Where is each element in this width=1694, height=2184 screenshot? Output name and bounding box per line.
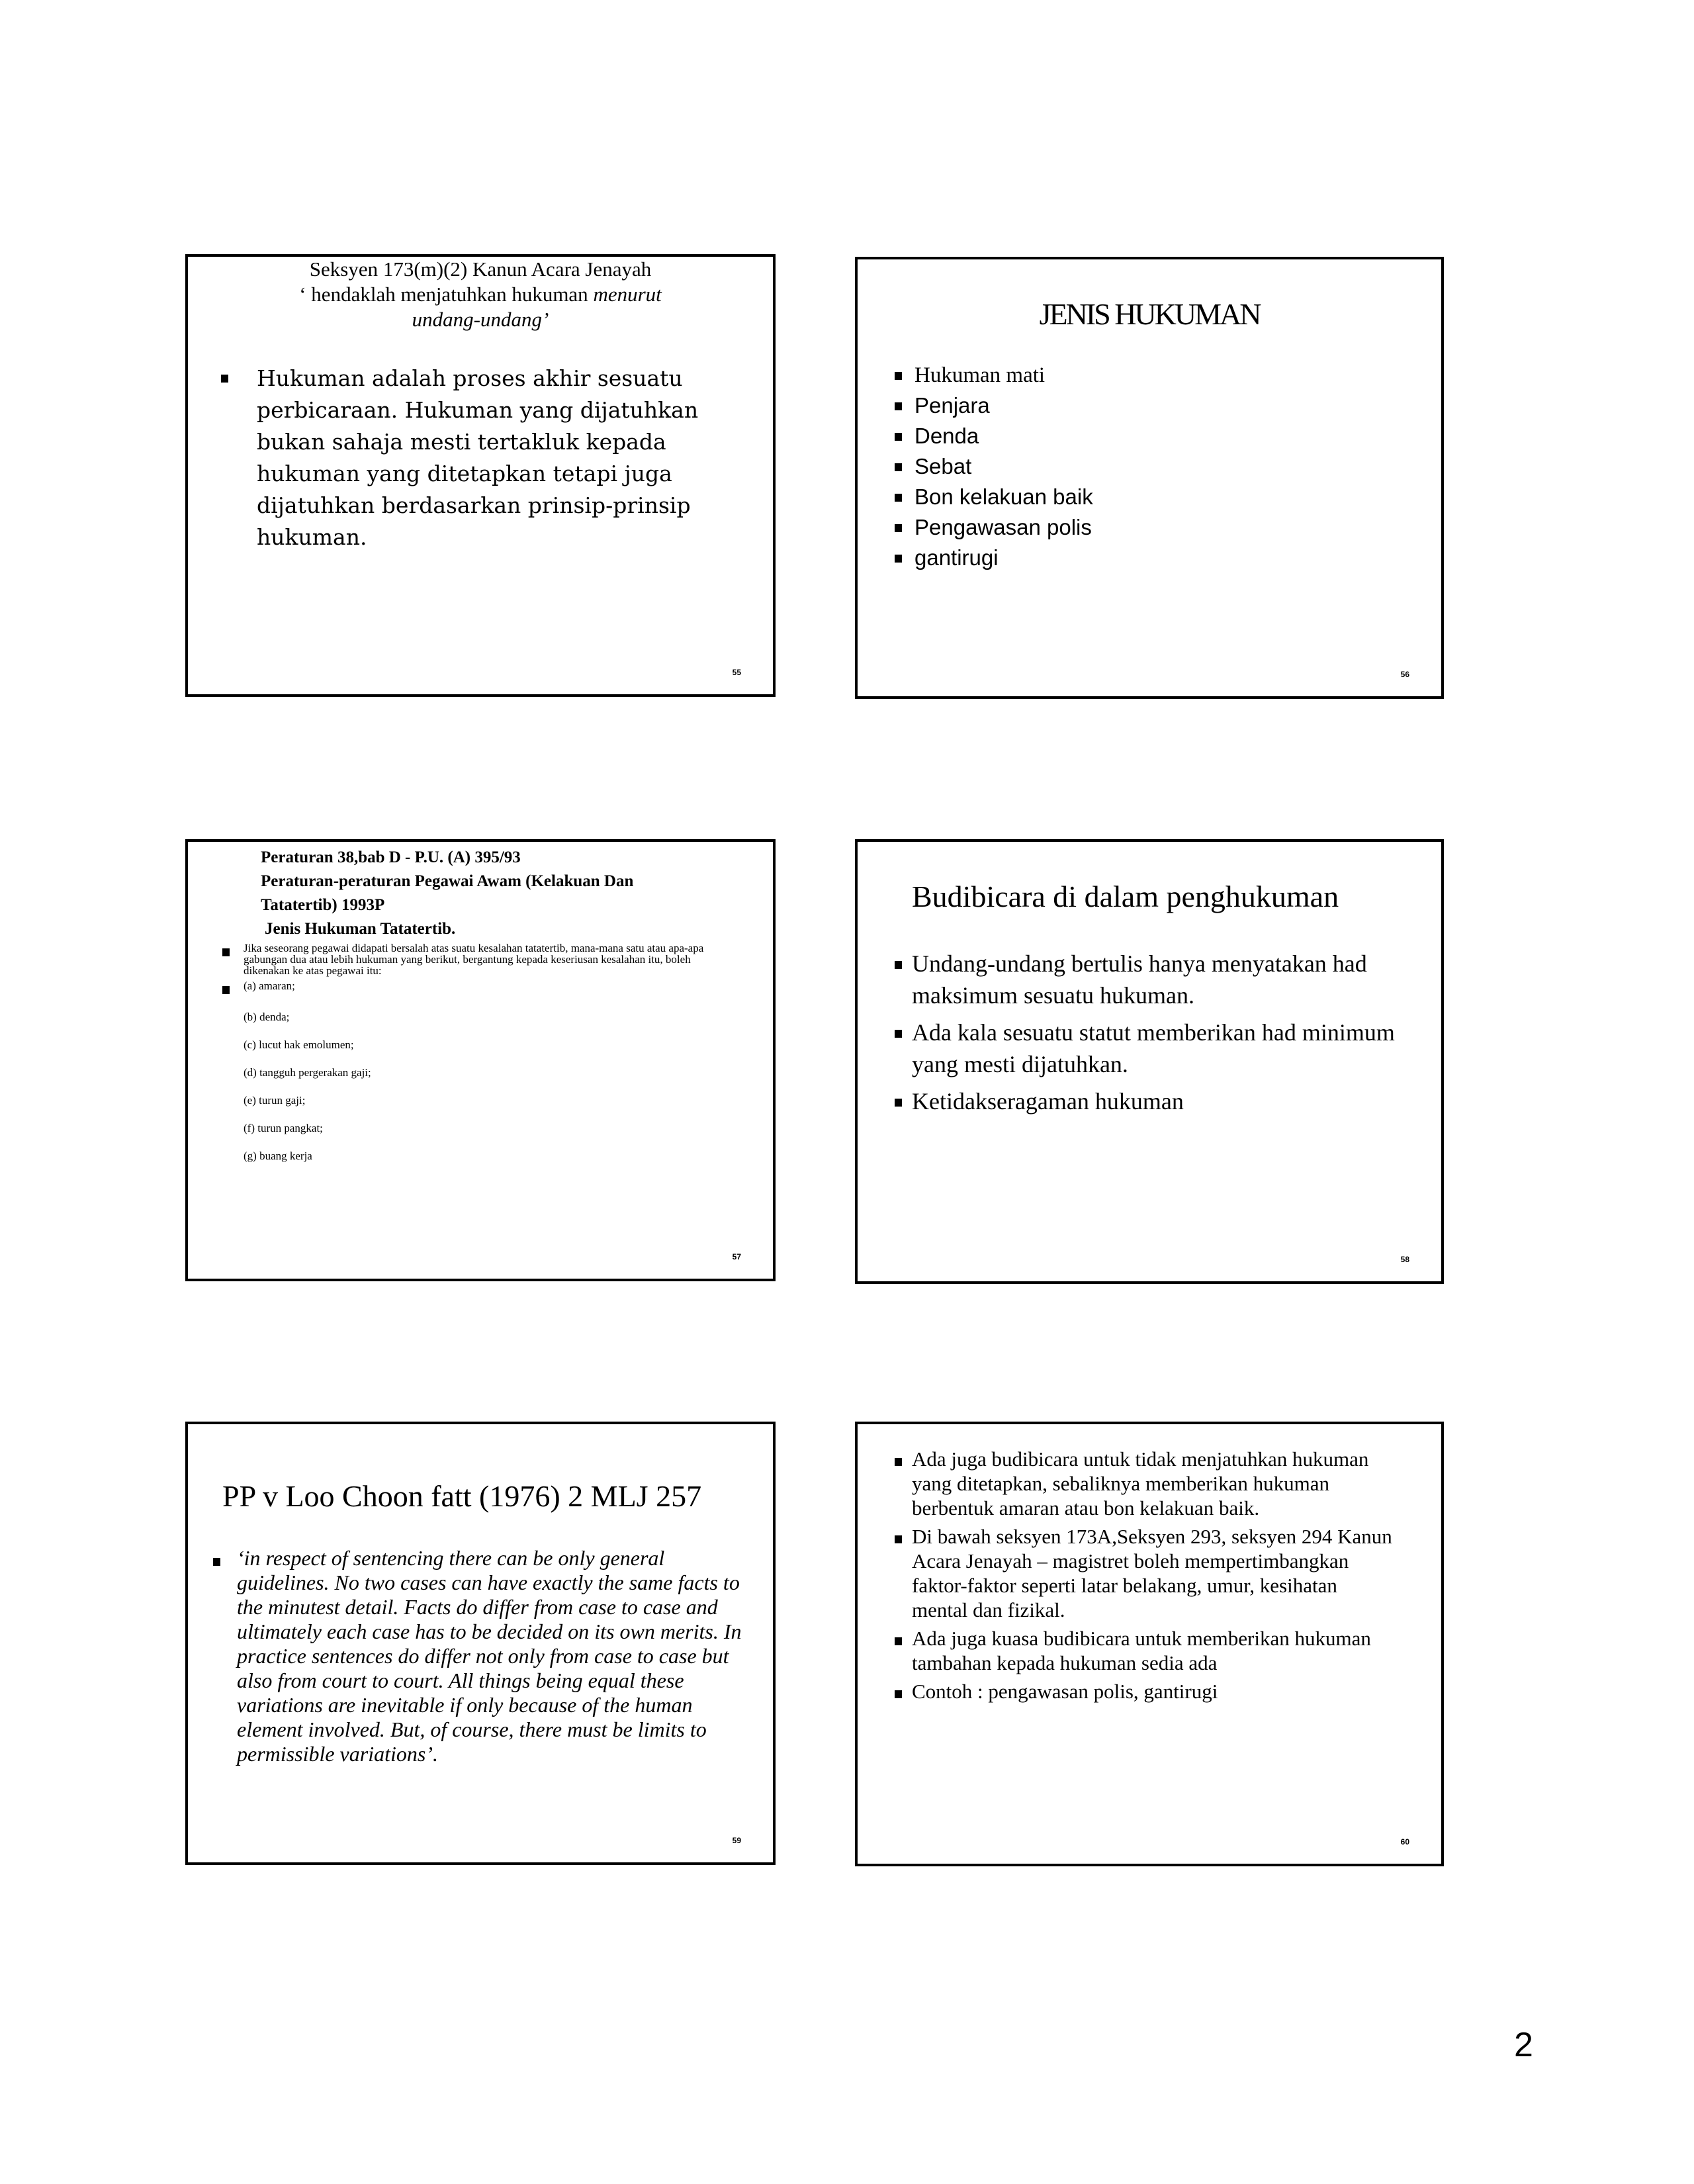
title-text: ‘ hendaklah menjatuhkan hukuman — [299, 283, 594, 306]
punishment-list — [895, 360, 1093, 573]
case-quote: ‘in respect of sentencing there can be only general guidelines. No two cases can have exactly the same facts to the minutest detail. Facts do differ from case to case and ultimately each case has to be decided on its own merits. In practice sentences do differ not only from case to case but also from court to court. All things being equal these variations are inevitable if only because of the human element involved. But, of course, there must be limits to permissible variations’. — [213, 1546, 742, 1766]
list-item: (e) turun gaji; — [244, 1094, 306, 1107]
slide-title: PP v Loo Choon fatt (1976) 2 MLJ 257 — [222, 1479, 702, 1513]
bullet-item: (a) amaran; — [222, 980, 738, 991]
title-line: Seksyen 173(m)(2) Kanun Acara Jenayah — [309, 257, 652, 281]
slide-57 — [185, 839, 776, 1281]
list-item: Denda — [895, 421, 1093, 451]
bullet-item: Ada juga budibicara untuk tidak menjatuhkan hukuman yang ditetapkan, sebaliknya memberikan hukuman berbentuk amaran atau bon kelakuan baik. — [895, 1447, 1398, 1520]
slide-number: 60 — [1400, 1837, 1409, 1846]
list-item: (f) turun pangkat; — [244, 1122, 323, 1134]
slide-59 — [185, 1422, 776, 1865]
heading-line: Jenis Hukuman Tatatertib. — [265, 920, 456, 938]
heading-line: Peraturan 38,bab D - P.U. (A) 395/93 — [261, 848, 521, 866]
bullet-item: Ada juga kuasa budibicara untuk memberikan hukuman tambahan kepada hukuman sedia ada — [895, 1626, 1398, 1675]
slide-title: Budibicara di dalam penghukuman — [912, 880, 1339, 913]
list-item: Pengawasan polis — [895, 512, 1093, 543]
slide-number: 56 — [1400, 670, 1409, 679]
heading-line: Tatatertib) 1993P — [261, 896, 385, 914]
slide-number: 59 — [732, 1836, 741, 1845]
list-item: (g) buang kerja — [244, 1150, 312, 1162]
title-italic: undang-undang’ — [412, 308, 549, 331]
list-item: (c) lucut hak emolumen; — [244, 1038, 354, 1051]
slide-title — [188, 257, 773, 332]
bullet-item: Contoh : pengawasan polis, gantirugi — [895, 1679, 1398, 1704]
bullet-list — [895, 948, 1417, 1117]
title-line — [188, 307, 773, 332]
list-item: (b) denda; — [244, 1011, 290, 1023]
bullet-list — [222, 942, 738, 991]
bullet-list — [895, 1447, 1398, 1704]
list-item: Penjara — [895, 390, 1093, 421]
bullet-list — [213, 1546, 742, 1766]
list-item: Hukuman mati — [895, 360, 1093, 390]
slide-55 — [185, 254, 776, 697]
list-item: Bon kelakuan baik — [895, 482, 1093, 512]
punishment-list — [244, 1003, 371, 1170]
slide-title: JENIS HUKUMAN — [1039, 297, 1260, 331]
slide-56 — [855, 257, 1444, 699]
list-item: (d) tangguh pergerakan gaji; — [244, 1066, 371, 1079]
bullet-item: Undang-undang bertulis hanya menyatakan had maksimum sesuatu hukuman. — [895, 948, 1417, 1011]
slide-60 — [855, 1422, 1444, 1866]
title-line — [188, 282, 773, 307]
bullet-item: Ada kala sesuatu statut memberikan had minimum yang mesti dijatuhkan. — [895, 1017, 1417, 1080]
bullet-item: Ketidakseragaman hukuman — [895, 1085, 1417, 1117]
bullet-item: Di bawah seksyen 173A,Seksyen 293, seksyen 294 Kanun Acara Jenayah – magistret boleh mempertimbangkan faktor-faktor seperti latar belakang, umur, kesihatan mental dan fizikal. — [895, 1524, 1398, 1622]
page-number: 2 — [1514, 2026, 1533, 2064]
slide-heading — [261, 846, 633, 941]
slide-58 — [855, 839, 1444, 1284]
bullet-item: Hukuman adalah proses akhir sesuatu perbicaraan. Hukuman yang dijatuhkan bukan sahaja mesti tertakluk kepada hukuman yang ditetapkan tetapi juga dijatuhkan berdasarkan prinsip-prinsip hukuman. — [221, 363, 724, 553]
slide-number: 57 — [732, 1252, 741, 1261]
heading-line: Peraturan-peraturan Pegawai Awam (Kelakuan Dan — [261, 872, 634, 890]
slide-number: 55 — [732, 668, 741, 677]
list-item: gantirugi — [895, 543, 1093, 573]
list-item: Sebat — [895, 451, 1093, 482]
slide-number: 58 — [1400, 1255, 1409, 1264]
bullet-list — [221, 363, 724, 553]
title-italic: menurut — [593, 283, 662, 306]
bullet-item: Jika seseorang pegawai didapati bersalah atas suatu kesalahan tatatertib, mana-mana satu atau apa-apa gabungan dua atau lebih hukuman yang berikut, bergantung kepada keseriusan kesalahan itu, boleh dikenakan ke atas pegawai itu: — [222, 942, 738, 976]
